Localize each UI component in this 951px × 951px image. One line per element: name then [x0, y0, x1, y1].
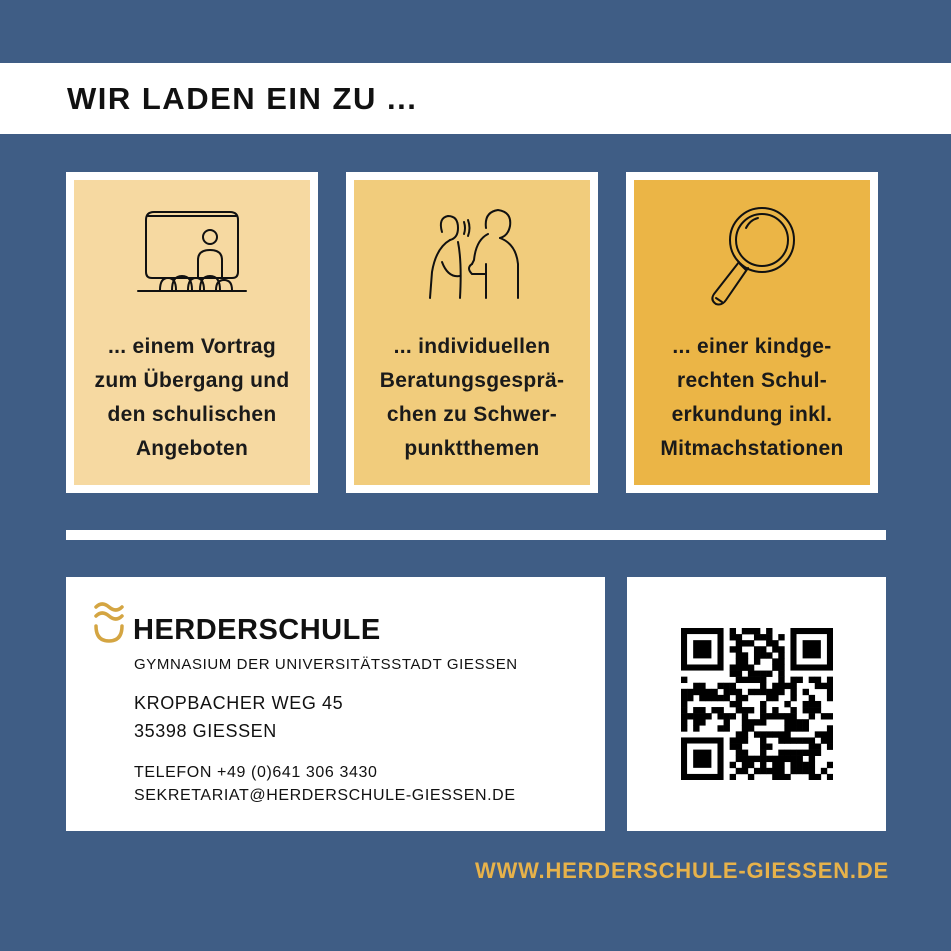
card-text: ... individuellen Beratungsgesprä- chen zu Schwer- punktthemen — [379, 335, 565, 460]
page-title: WIR LADEN EIN ZU ... — [67, 81, 418, 116]
address-street: KROPBACHER WEG 45 — [134, 693, 344, 713]
school-subtitle: GYMNASIUM DER UNIVERSITÄTSSTADT GIESSEN — [134, 656, 518, 673]
email-address: SEKRETARIAT@HERDERSCHULE-GIESSEN.DE — [134, 787, 516, 804]
consultation-icon — [354, 202, 590, 312]
card-text: ... einer kindge- rechten Schul- erkundung inkl. Mitmachstationen — [660, 335, 844, 460]
card-text: ... einem Vortrag zum Übergang und den schulischen Angeboten — [94, 335, 290, 460]
qr-code-icon[interactable] — [681, 628, 833, 780]
phone-number: TELEFON +49 (0)641 306 3430 — [134, 764, 378, 781]
qr-box — [627, 577, 886, 831]
website-link[interactable]: WWW.HERDERSCHULE-GIESSEN.DE — [475, 858, 889, 883]
invitation-card-exploration — [626, 172, 878, 493]
contact-box — [66, 577, 605, 831]
divider — [66, 530, 886, 540]
school-name: HERDERSCHULE — [133, 614, 381, 646]
magnifier-icon — [634, 202, 870, 312]
address-city: 35398 GIESSEN — [134, 721, 277, 741]
invitation-card-lecture — [66, 172, 318, 493]
invitation-card-consultation — [346, 172, 598, 493]
school-logo-icon — [92, 599, 126, 650]
header-banner — [0, 63, 951, 134]
presentation-icon — [74, 202, 310, 312]
